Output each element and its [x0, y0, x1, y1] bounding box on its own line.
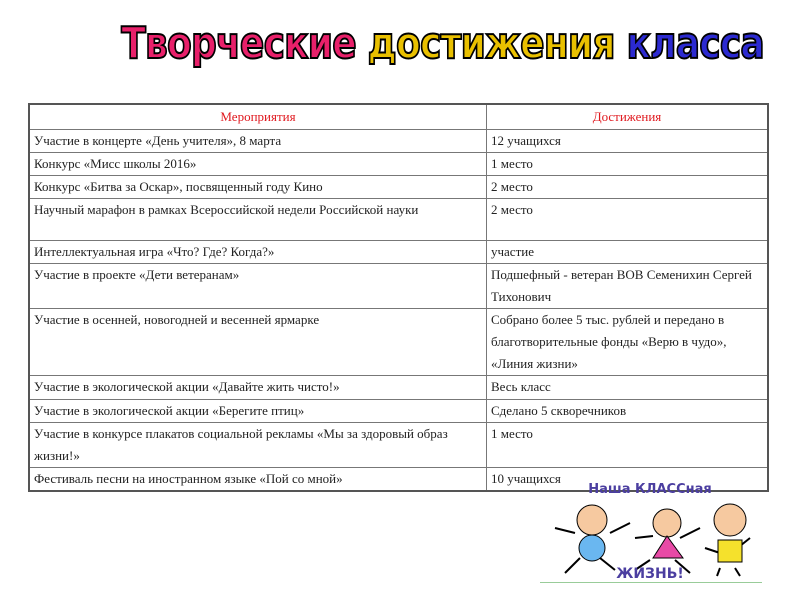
event-cell: Участие в экологической акции «Берегите птиц» — [29, 400, 487, 423]
illustration-caption-top: Наша КЛАССная — [588, 482, 712, 497]
event-cell: Конкурс «Мисс школы 2016» — [29, 153, 487, 176]
table-row — [29, 376, 768, 400]
title-word: класса — [626, 18, 764, 69]
table-row — [29, 400, 768, 423]
table-row — [29, 199, 768, 241]
achievement-cell: Весь класс — [487, 376, 769, 400]
title-word: достижения — [367, 18, 615, 69]
achievement-cell: Сделано 5 скворечников — [487, 400, 769, 423]
achievement-cell: 2 место — [487, 176, 769, 199]
achievement-cell: Собрано более 5 тыс. рублей и передано в благотворительные фонды «Верю в чудо», «Линия жизни» — [487, 309, 769, 376]
achievement-cell: 12 учащихся — [487, 130, 769, 153]
achievement-cell: 1 место — [487, 153, 769, 176]
event-cell: Участие в экологической акции «Давайте жить чисто!» — [29, 376, 487, 400]
event-cell: Участие в осенней, новогодней и весенней ярмарке — [29, 309, 487, 376]
table-row — [29, 241, 768, 264]
table-header-row — [29, 104, 768, 130]
event-cell: Участие в конкурсе плакатов социальной рекламы «Мы за здоровый образ жизни!» — [29, 423, 487, 468]
event-cell: Участие в концерте «День учителя», 8 марта — [29, 130, 487, 153]
page-title — [121, 18, 764, 69]
table-row — [29, 264, 768, 309]
event-cell: Конкурс «Битва за Оскар», посвященный году Кино — [29, 176, 487, 199]
illustration-caption-bottom: ЖИЗНЬ! — [616, 566, 684, 582]
column-header-achievements: Достижения — [487, 104, 769, 130]
achievement-cell: 10 учащихся — [487, 468, 769, 492]
achievement-cell: 1 место — [487, 423, 769, 468]
table-row — [29, 130, 768, 153]
column-header-events: Мероприятия — [29, 104, 487, 130]
table-row — [29, 309, 768, 376]
achievement-cell: 2 место — [487, 199, 769, 241]
title-word: Творческие — [121, 18, 356, 69]
achievement-cell: участие — [487, 241, 769, 264]
event-cell: Интеллектуальная игра «Что? Где? Когда?» — [29, 241, 487, 264]
achievement-cell: Подшефный - ветеран ВОВ Семенихин Сергей Тихонович — [487, 264, 769, 309]
event-cell: Научный марафон в рамках Всероссийской недели Российской науки — [29, 199, 487, 241]
table-row — [29, 153, 768, 176]
event-cell: Фестиваль песни на иностранном языке «Пой со мной» — [29, 468, 487, 492]
class-life-illustration — [535, 482, 765, 582]
table-row — [29, 176, 768, 199]
event-cell: Участие в проекте «Дети ветеранам» — [29, 264, 487, 309]
divider-line — [540, 582, 762, 583]
achievements-table — [28, 103, 769, 492]
table-row — [29, 423, 768, 468]
